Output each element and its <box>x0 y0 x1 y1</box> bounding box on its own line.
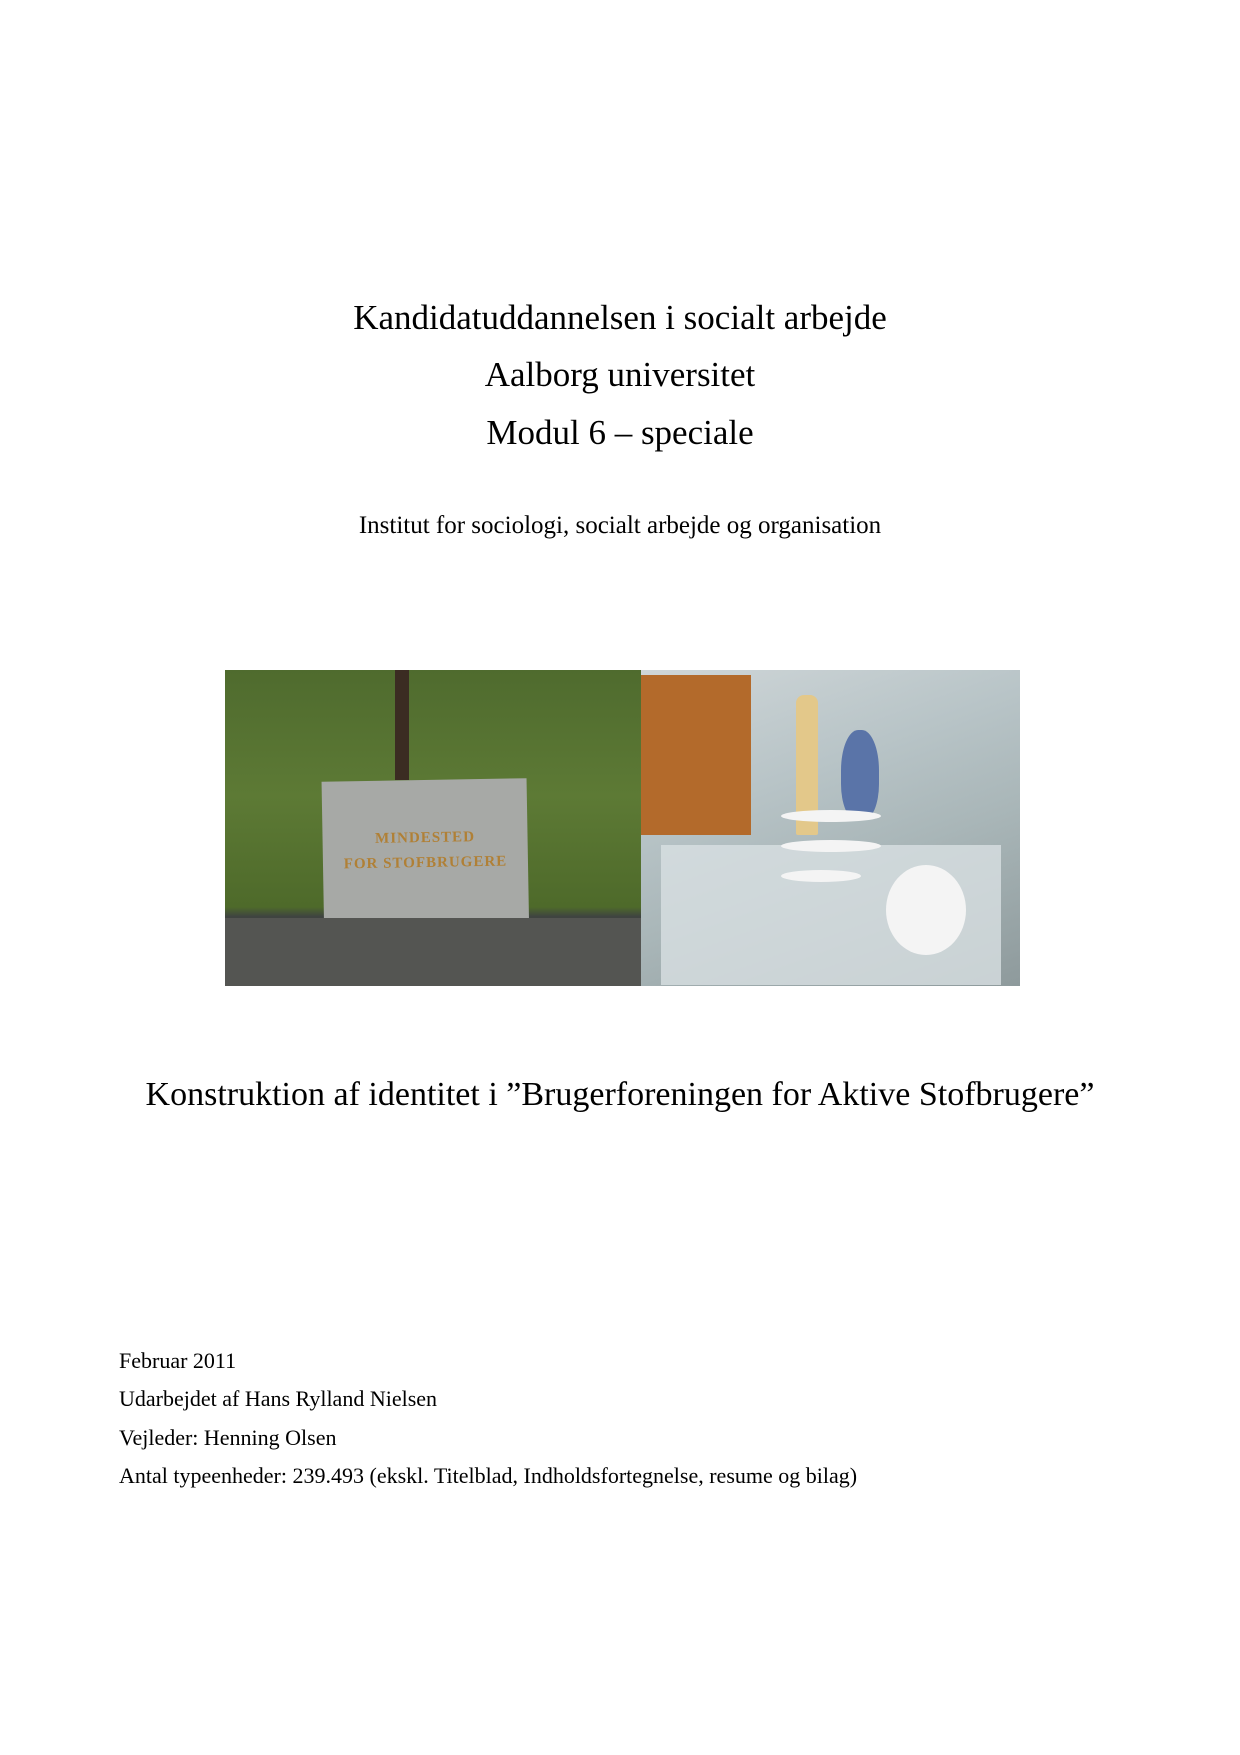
sign-text-line-2: FOR STOFBRUGERE <box>343 853 508 873</box>
module-title: Modul 6 – speciale <box>486 413 754 452</box>
supervisor: Vejleder: Henning Olsen <box>119 1425 337 1450</box>
sign-text-line-1: MINDESTED <box>374 829 476 847</box>
drug-paraphernalia-photo <box>641 670 1020 986</box>
powder-line <box>781 810 881 822</box>
curb <box>225 918 641 986</box>
memorial-stone-photo <box>225 670 641 986</box>
powder-line <box>781 870 861 882</box>
author: Udarbejdet af Hans Rylland Nielsen <box>119 1386 438 1411</box>
institute-name: Institut for sociologi, socialt arbejde og organisation <box>358 512 882 539</box>
date: Februar 2011 <box>119 1348 237 1373</box>
powder-line <box>781 840 881 852</box>
university-name: Aalborg universitet <box>484 355 756 394</box>
vase <box>841 730 879 820</box>
character-count: Antal typeenheder: 239.493 (ekskl. Titelblad, Indholdsfortegnelse, resume og bilag) <box>119 1463 858 1488</box>
thesis-title: Konstruktion af identitet i ”Brugerforeningen for Aktive Stofbrugere” <box>145 1076 1095 1113</box>
wooden-box <box>641 675 751 835</box>
powder-pile <box>886 865 966 955</box>
program-title: Kandidatuddannelsen i socialt arbejde <box>353 298 887 337</box>
post <box>395 670 409 780</box>
